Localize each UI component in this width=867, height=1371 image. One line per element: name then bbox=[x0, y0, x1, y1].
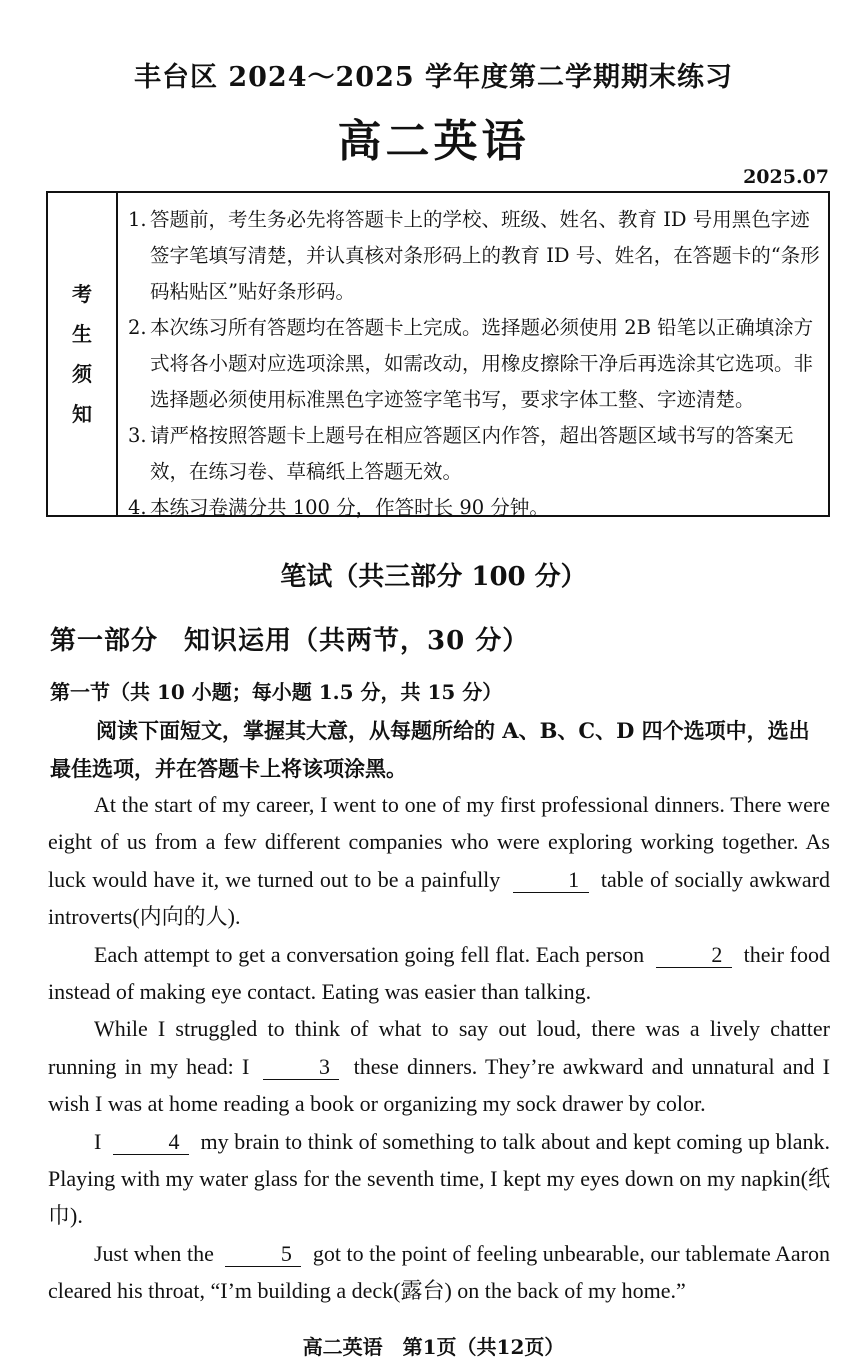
answer-blank-3: 3 bbox=[263, 1055, 339, 1080]
passage-paragraph bbox=[48, 1235, 830, 1310]
exam-title: 丰台区 2024～2025 学年度第二学期期末练习 bbox=[133, 62, 734, 93]
page-footer: 高二英语 第1页（共12页） bbox=[302, 1335, 565, 1359]
notice-label-char: 生 bbox=[72, 322, 92, 346]
answer-blank-2: 2 bbox=[656, 943, 732, 968]
notice-items bbox=[118, 193, 828, 519]
notice-item bbox=[128, 202, 820, 310]
subject-title: 高二英语 bbox=[337, 116, 530, 167]
notice-item-number: 3. bbox=[128, 424, 147, 447]
passage-text: got to the point of feeling unbearable, our tablemate Aaron cleared his throat, “I’m building a deck(露台) on the back of my home.” bbox=[48, 1240, 830, 1304]
notice-item-text: 请严格按照答题卡上题号在相应答题区内作答，超出答题区域书写的答案无效，在练习卷、草稿纸上答题无效。 bbox=[150, 424, 794, 483]
notice-item-text: 本次练习所有答题均在答题卡上完成。选择题必须使用 2B 铅笔以正确填涂方式将各小题对应选项涂黑，如需改动，用橡皮擦除干净后再选涂其它选项。非选择题必须使用标准黑色字迹签字笔书写，要求字体工整、字迹清楚。 bbox=[150, 316, 814, 411]
candidate-notice-box bbox=[46, 191, 830, 517]
answer-blank-1: 1 bbox=[513, 868, 589, 893]
passage-paragraph bbox=[48, 1123, 830, 1235]
answer-blank-4: 4 bbox=[113, 1130, 189, 1155]
passage-text: I bbox=[94, 1128, 102, 1154]
passage-text: At the start of my career, I went to one of my first professional dinners. There were eight of us from a few different companies who were exploring working together. As luck would have it, we turned out to be a painfully bbox=[48, 792, 830, 892]
passage-text: table of socially awkward introverts(内向的人). bbox=[48, 866, 830, 930]
answer-blank-5: 5 bbox=[225, 1242, 301, 1267]
notice-item bbox=[128, 490, 820, 526]
passage-paragraph bbox=[48, 786, 830, 936]
instruction-text: 阅读下面短文，掌握其大意，从每题所给的 A、B、C、D 四个选项中，选出最佳选项，并在答题卡上将该项涂黑。 bbox=[50, 718, 810, 781]
subsection-title: 第一节（共 10 小题；每小题 1.5 分，共 15 分） bbox=[50, 680, 503, 704]
exam-date: 2025.07 bbox=[743, 166, 829, 188]
part-name: 第一部分 bbox=[50, 626, 159, 656]
passage-text: these dinners. They’re awkward and unnatural and I wish I was at home reading a book or organizing my sock drawer by color. bbox=[48, 1053, 831, 1117]
section-title: 笔试（共三部分 100 分） bbox=[280, 562, 587, 592]
part-title bbox=[50, 620, 529, 657]
notice-item bbox=[128, 418, 820, 490]
part-heading: 知识运用（共两节，30 分） bbox=[184, 626, 530, 656]
notice-label-char: 须 bbox=[72, 362, 92, 386]
passage-text: Each attempt to get a conversation going fell flat. Each person bbox=[94, 941, 645, 967]
notice-item bbox=[128, 310, 820, 418]
notice-label-char: 知 bbox=[72, 402, 92, 426]
passage-text: their food instead of making eye contact. Eating was easier than talking. bbox=[48, 941, 831, 1005]
passage-paragraph bbox=[48, 1010, 830, 1122]
notice-item-number: 1. bbox=[128, 208, 147, 231]
passage-text: Just when the bbox=[94, 1240, 214, 1266]
passage-text: While I struggled to think of what to say out loud, there was a lively chatter running in my head: I bbox=[48, 1016, 830, 1079]
notice-item-number: 4. bbox=[128, 496, 147, 519]
passage-paragraph bbox=[48, 936, 830, 1011]
passage-text: my brain to think of something to talk about and kept coming up blank. Playing with my water glass for the seventh time, I kept my eyes down on my napkin(纸巾). bbox=[48, 1128, 831, 1229]
notice-item-text: 答题前，考生务必先将答题卡上的学校、班级、姓名、教育 ID 号用黑色字迹签字笔填写清楚，并认真核对条形码上的教育 ID 号、姓名，在答题卡的“条形码粘贴区”贴好条形码。 bbox=[150, 208, 820, 303]
notice-label bbox=[48, 193, 118, 515]
reading-passage bbox=[48, 786, 830, 1310]
notice-label-char: 考 bbox=[72, 282, 92, 306]
notice-item-text: 本练习卷满分共 100 分，作答时长 90 分钟。 bbox=[150, 496, 549, 519]
notice-item-number: 2. bbox=[128, 316, 147, 339]
